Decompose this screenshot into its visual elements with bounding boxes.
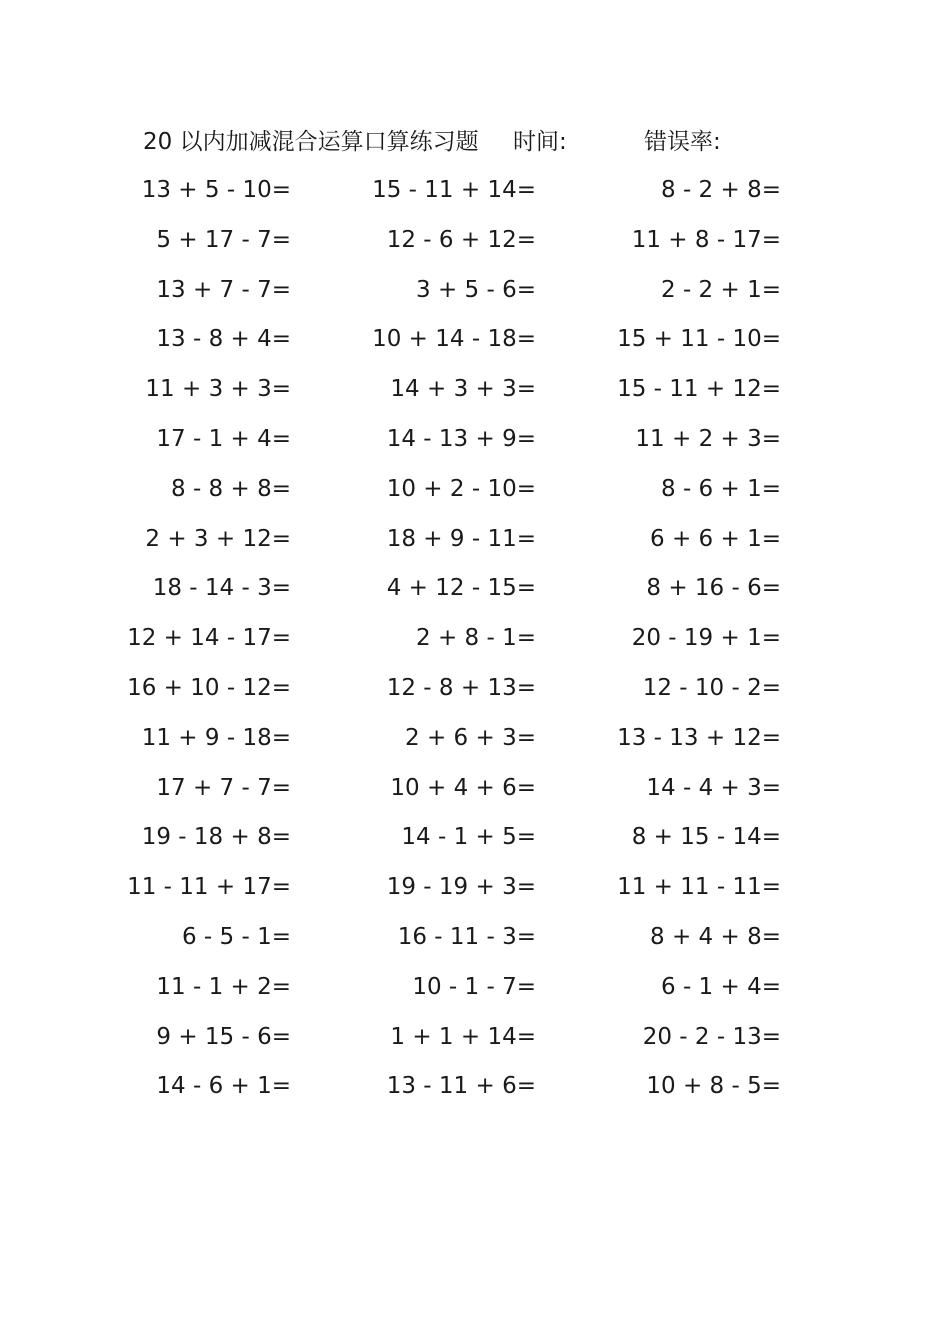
problem-row: [0, 371, 950, 421]
arithmetic-problem: 10 + 14 - 18=: [372, 326, 536, 353]
problem-row: [0, 471, 950, 521]
arithmetic-problem: 4 + 12 - 15=: [386, 575, 536, 602]
problem-row: [0, 919, 950, 969]
arithmetic-problem: 11 + 8 - 17=: [631, 226, 781, 253]
arithmetic-problem: 18 - 14 - 3=: [152, 575, 291, 602]
arithmetic-problem: 5 + 17 - 7=: [156, 226, 291, 253]
arithmetic-problem: 17 - 1 + 4=: [156, 425, 291, 452]
arithmetic-problem: 1 + 1 + 14=: [390, 1023, 536, 1050]
problem-row: [0, 1019, 950, 1069]
arithmetic-problem: 14 - 1 + 5=: [401, 824, 536, 851]
arithmetic-problem: 11 - 1 + 2=: [156, 973, 291, 1000]
problem-row: [0, 272, 950, 322]
arithmetic-problem: 11 + 11 - 11=: [617, 874, 781, 901]
arithmetic-problem: 3 + 5 - 6=: [416, 276, 536, 303]
arithmetic-problem: 6 - 1 + 4=: [661, 973, 781, 1000]
problem-row: [0, 670, 950, 720]
problem-row: [0, 222, 950, 272]
arithmetic-problem: 20 - 2 - 13=: [642, 1023, 781, 1050]
problem-row: [0, 421, 950, 471]
problem-row: [0, 521, 950, 571]
arithmetic-problem: 14 - 4 + 3=: [646, 774, 781, 801]
arithmetic-problem: 8 + 15 - 14=: [631, 824, 781, 851]
arithmetic-problem: 15 + 11 - 10=: [617, 326, 781, 353]
arithmetic-problem: 14 - 13 + 9=: [386, 425, 536, 452]
problem-row: [0, 620, 950, 670]
problem-row: [0, 321, 950, 371]
arithmetic-problem: 13 + 7 - 7=: [156, 276, 291, 303]
arithmetic-problem: 10 - 1 - 7=: [412, 973, 536, 1000]
arithmetic-problem: 14 - 6 + 1=: [156, 1073, 291, 1100]
problem-row: [0, 1068, 950, 1118]
arithmetic-problem: 13 - 11 + 6=: [386, 1073, 536, 1100]
arithmetic-problem: 19 - 18 + 8=: [141, 824, 291, 851]
problem-row: [0, 720, 950, 770]
error-rate-label: 错误率:: [644, 129, 721, 155]
arithmetic-problem: 12 - 8 + 13=: [386, 674, 536, 701]
time-label: 时间:: [513, 129, 567, 155]
arithmetic-problem: 11 + 3 + 3=: [145, 376, 291, 403]
arithmetic-problem: 10 + 4 + 6=: [390, 774, 536, 801]
arithmetic-problem: 6 - 5 - 1=: [181, 923, 291, 950]
arithmetic-problem: 2 + 6 + 3=: [405, 724, 536, 751]
arithmetic-problem: 10 + 8 - 5=: [646, 1073, 781, 1100]
arithmetic-problem: 17 + 7 - 7=: [156, 774, 291, 801]
arithmetic-problem: 12 - 10 - 2=: [642, 674, 781, 701]
arithmetic-problem: 16 + 10 - 12=: [127, 674, 291, 701]
worksheet-header: [143, 124, 783, 160]
arithmetic-problem: 19 - 19 + 3=: [386, 874, 536, 901]
arithmetic-problem: 13 - 8 + 4=: [156, 326, 291, 353]
arithmetic-problem: 8 - 2 + 8=: [661, 177, 781, 203]
arithmetic-problem: 13 + 5 - 10=: [141, 177, 291, 203]
arithmetic-problem: 8 + 4 + 8=: [650, 923, 781, 950]
problem-row: [0, 570, 950, 620]
arithmetic-problem: 15 - 11 + 14=: [372, 177, 536, 203]
problem-row: [0, 172, 950, 222]
arithmetic-problem: 16 - 11 - 3=: [397, 923, 536, 950]
arithmetic-problem: 20 - 19 + 1=: [631, 625, 781, 652]
problem-row: [0, 770, 950, 820]
worksheet-title: 20 以内加减混合运算口算练习题: [143, 129, 479, 155]
arithmetic-problem: 10 + 2 - 10=: [386, 475, 536, 502]
arithmetic-problem: 12 + 14 - 17=: [127, 625, 291, 652]
arithmetic-problem: 2 + 8 - 1=: [416, 625, 536, 652]
arithmetic-problem: 14 + 3 + 3=: [390, 376, 536, 403]
arithmetic-problem: 13 - 13 + 12=: [617, 724, 781, 751]
problem-grid: [0, 172, 950, 1118]
arithmetic-problem: 15 - 11 + 12=: [617, 376, 781, 403]
arithmetic-problem: 2 + 3 + 12=: [145, 525, 291, 552]
problem-row: [0, 969, 950, 1019]
arithmetic-problem: 12 - 6 + 12=: [386, 226, 536, 253]
problem-row: [0, 869, 950, 919]
arithmetic-problem: 8 - 8 + 8=: [171, 475, 291, 502]
arithmetic-problem: 8 - 6 + 1=: [661, 475, 781, 502]
arithmetic-problem: 18 + 9 - 11=: [386, 525, 536, 552]
arithmetic-problem: 11 + 9 - 18=: [141, 724, 291, 751]
arithmetic-problem: 2 - 2 + 1=: [661, 276, 781, 303]
arithmetic-problem: 9 + 15 - 6=: [156, 1023, 291, 1050]
arithmetic-problem: 11 - 11 + 17=: [127, 874, 291, 901]
arithmetic-problem: 6 + 6 + 1=: [650, 525, 781, 552]
arithmetic-problem: 11 + 2 + 3=: [635, 425, 781, 452]
problem-row: [0, 819, 950, 869]
arithmetic-problem: 8 + 16 - 6=: [646, 575, 781, 602]
